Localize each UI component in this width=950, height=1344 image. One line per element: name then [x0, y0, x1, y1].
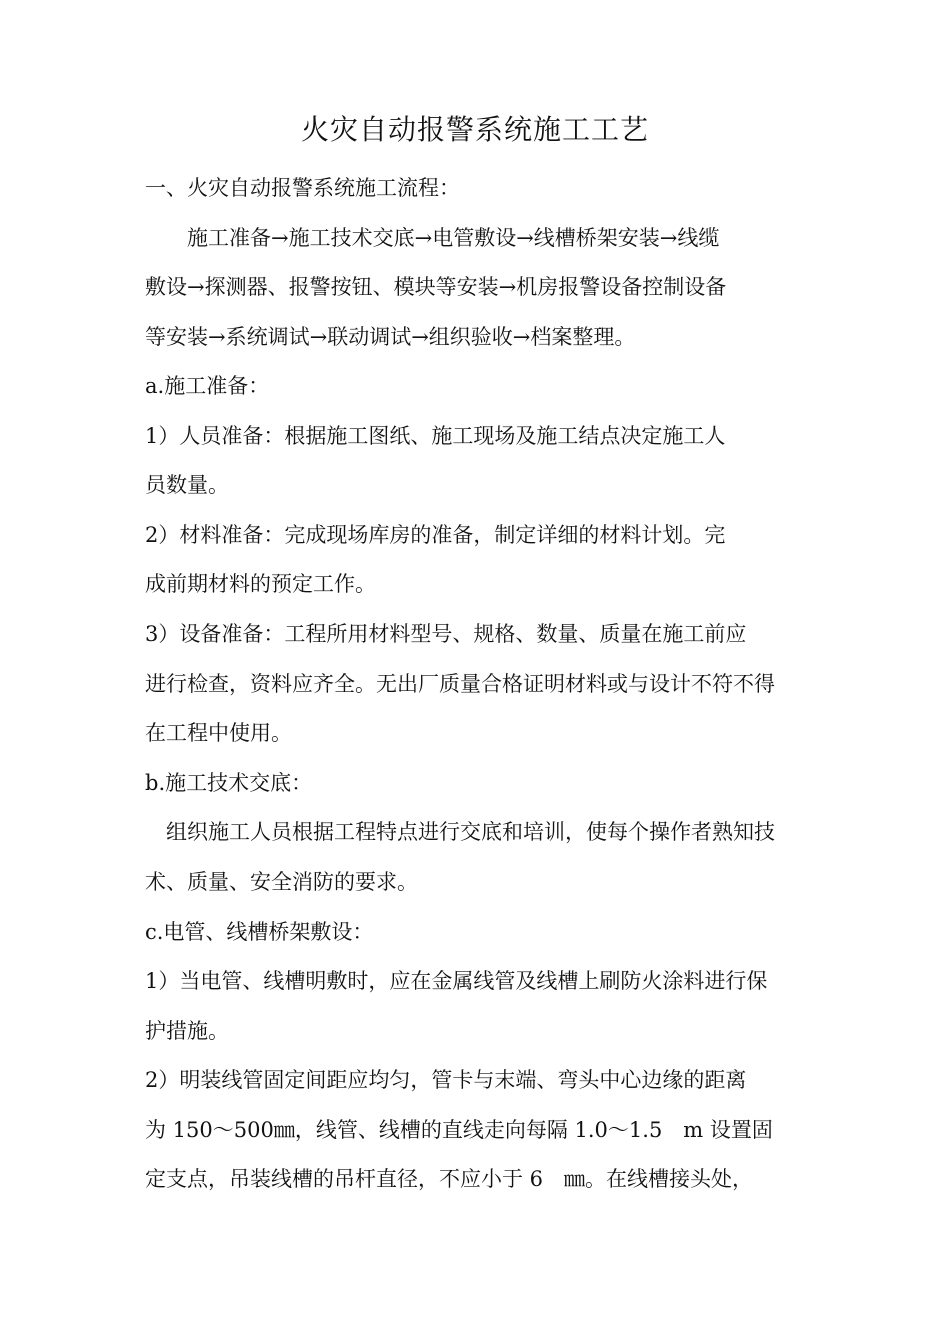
paragraph-line: 成前期材料的预定工作。 — [145, 572, 376, 596]
section-heading-1: 一、火灾自动报警系统施工流程： — [145, 176, 460, 200]
paragraph-line: 2）明装线管固定间距应均匀，管卡与末端、弯头中心边缘的距离 — [145, 1068, 747, 1092]
paragraph-line: 进行检查，资料应齐全。无出厂质量合格证明材料或与设计不符不得 — [145, 672, 775, 696]
paragraph-line: 术、质量、安全消防的要求。 — [145, 870, 418, 894]
paragraph-line: 1）人员准备：根据施工图纸、施工现场及施工结点决定施工人 — [145, 424, 726, 448]
paragraph-line: 等安装→系统调试→联动调试→组织验收→档案整理。 — [145, 325, 636, 349]
paragraph-line: 3）设备准备：工程所用材料型号、规格、数量、质量在施工前应 — [145, 622, 747, 646]
subsection-heading-a: a.施工准备： — [145, 374, 270, 398]
paragraph-line: 组织施工人员根据工程特点进行交底和培训，使每个操作者熟知技 — [145, 820, 775, 844]
paragraph-line: 2）材料准备：完成现场库房的准备，制定详细的材料计划。完 — [145, 523, 726, 547]
paragraph-line: 在工程中使用。 — [145, 721, 292, 745]
paragraph-line: 护措施。 — [145, 1019, 229, 1043]
subsection-heading-b: b.施工技术交底： — [145, 771, 313, 795]
paragraph-line: 员数量。 — [145, 473, 229, 497]
paragraph-line: 定支点，吊装线槽的吊杆直径，不应小于 6 ㎜。在线槽接头处， — [145, 1167, 754, 1191]
paragraph-line: 施工准备→施工技术交底→电管敷设→线槽桥架安装→线缆 — [145, 226, 720, 250]
paragraph-line: 1）当电管、线槽明敷时，应在金属线管及线槽上刷防火涂料进行保 — [145, 969, 768, 993]
subsection-heading-c: c.电管、线槽桥架敷设： — [145, 920, 374, 944]
paragraph-line: 敷设→探测器、报警按钮、模块等安装→机房报警设备控制设备 — [145, 275, 727, 299]
paragraph-line: 为 150～500㎜，线管、线槽的直线走向每隔 1.0～1.5 m 设置固 — [145, 1118, 773, 1142]
document-title: 火灾自动报警系统施工工艺 — [300, 113, 649, 146]
